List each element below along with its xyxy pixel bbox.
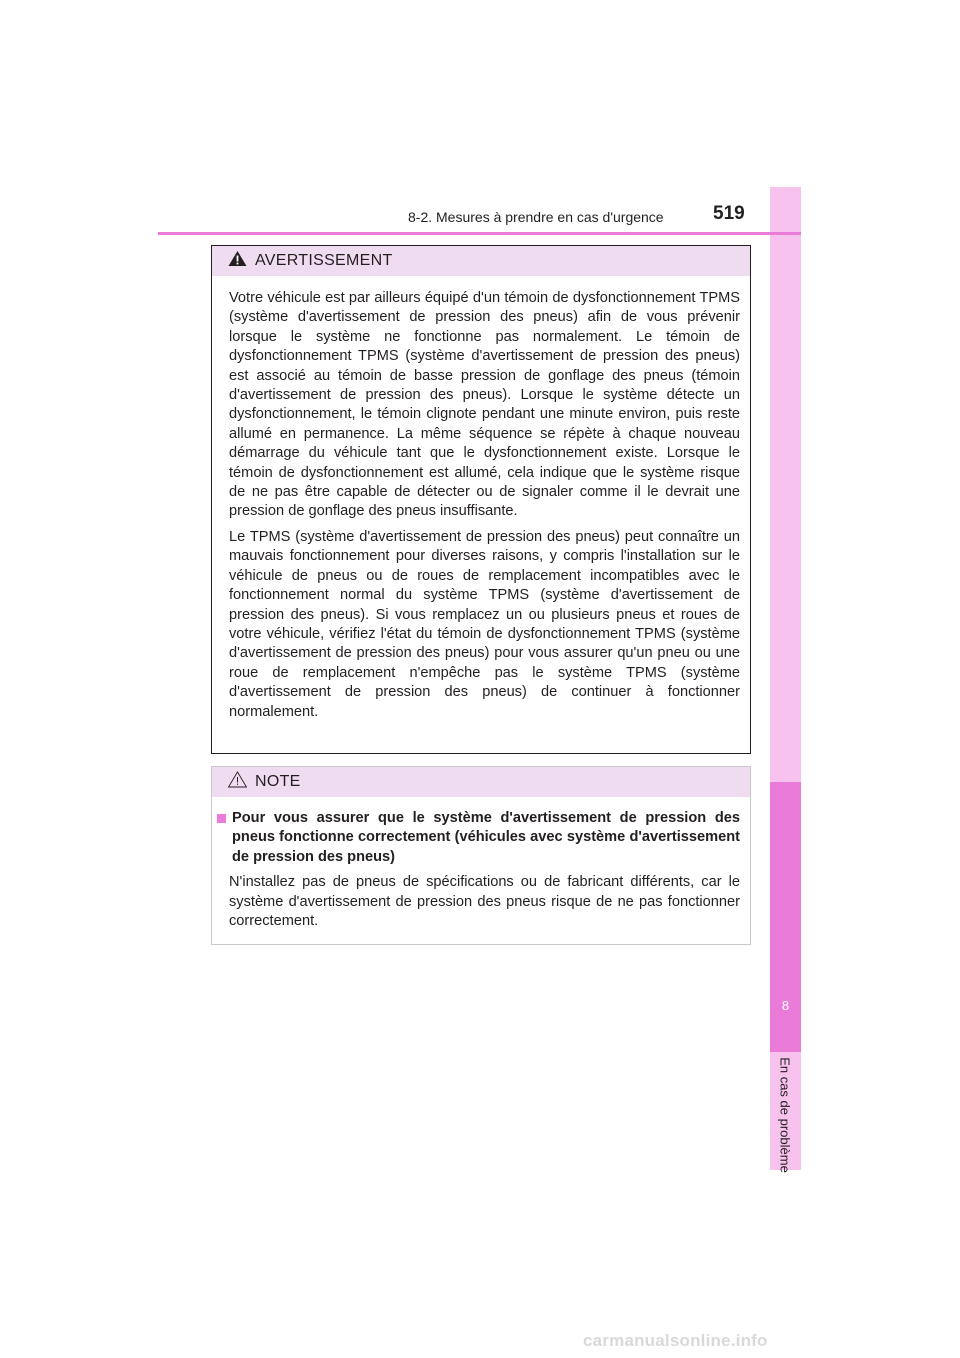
warning-triangle-icon <box>228 250 247 272</box>
note-body <box>212 797 750 931</box>
warning-paragraph: Le TPMS (système d'avertissement de pression des pneus) peut connaître un mauvais fonctionnement pour diverses raisons, y compris l'installation sur le véhicule de pneus ou de roues de remplacement incompatibles avec le fonctionnement normal du système TPMS (système d'avertissement de pression des pneus). Si vous remplacez un ou plusieurs pneus et roues de votre véhicule, vérifiez l'état du témoin de dysfonctionnement TPMS (système d'avertissement de pression des pneus) pour vous assurer qu'un pneu ou une roue de remplacement n'empêche pas le système TPMS (système d'avertissement de pression des pneus) de continuer à fonctionner normalement. <box>229 528 740 720</box>
header-divider <box>158 232 801 235</box>
bullet-square-icon <box>217 814 226 823</box>
page-number: 519 <box>713 203 745 224</box>
warning-body <box>212 276 750 722</box>
warning-title: AVERTISSEMENT <box>255 252 393 269</box>
chapter-title: En cas de problème <box>777 1057 793 1173</box>
warning-header <box>212 246 750 276</box>
note-box <box>211 766 751 945</box>
chapter-number: 8 <box>781 998 790 1013</box>
caution-triangle-outline-icon <box>228 771 247 793</box>
section-title: 8-2. Mesures à prendre en cas d'urgence <box>408 209 664 225</box>
watermark: carmanualsonline.info <box>583 1331 768 1350</box>
note-heading: Pour vous assurer que le système d'avertissement de pression des pneus fonctionne correctement (véhicules avec système d'avertissement de pression des pneus) <box>232 810 740 865</box>
note-title: NOTE <box>255 773 301 790</box>
warning-box <box>211 245 751 754</box>
note-header <box>212 767 750 797</box>
note-text: N'installez pas de pneus de spécifications ou de fabricant différents, car le système d'avertissement de pression des pneus risque de ne pas fonctionner correctement. <box>229 874 740 930</box>
warning-paragraph: Votre véhicule est par ailleurs équipé d'un témoin de dysfonctionnement TPMS (système d'avertissement de pression des pneus) afin de vous prévenir lorsque le système ne fonctionne pas normalement. Le témoin de dysfonctionnement TPMS (système d'avertissement de pression des pneus) est associé au témoin de basse pression de gonflage des pneus (témoin d'avertissement de pression des pneus). Lorsque le système détecte un dysfonctionnement, le témoin clignote pendant une minute environ, puis reste allumé en permanence. La même séquence se répète à chaque nouveau démarrage du véhicule tant que le dysfonctionnement existe. Lorsque le témoin de dysfonctionnement est allumé, cela indique que le système risque de ne pas être capable de détecter ou de signaler comme il le devrait une pression de gonflage des pneus insuffisante. <box>229 290 740 520</box>
chapter-side-tab <box>770 187 801 1173</box>
note-heading-row <box>229 809 740 873</box>
